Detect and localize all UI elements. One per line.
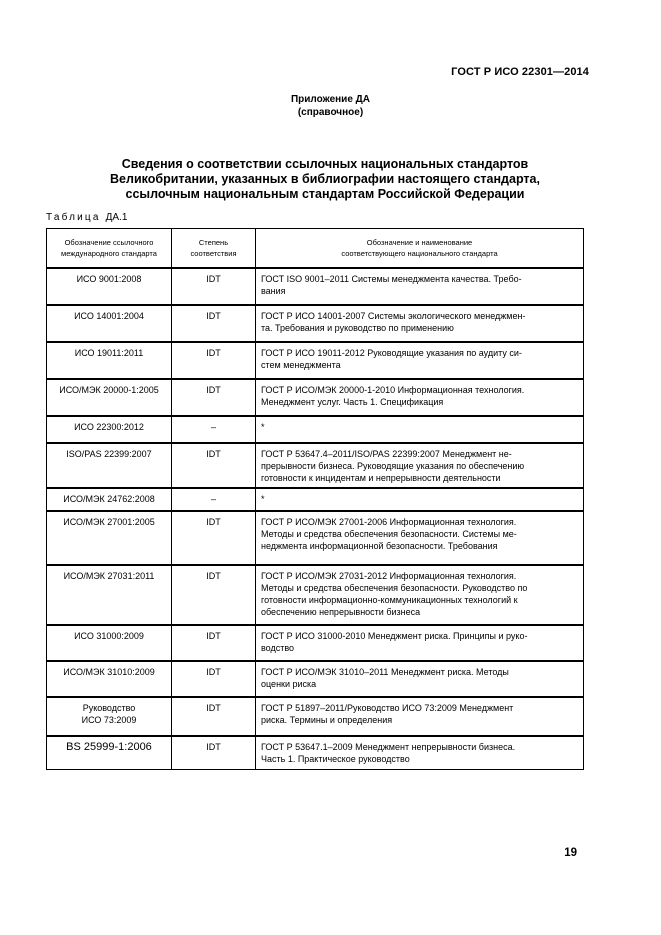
cell-text-line: ГОСТ Р ИСО 19011-2012 Руководящие указания по аудиту си- <box>261 348 522 358</box>
cell-text-line: вания <box>261 286 286 296</box>
cell-text-line: Методы и средства обеспечения безопасности. Руководство по <box>261 583 528 593</box>
cell-text-line: Методы и средства обеспечения безопасности. Системы ме- <box>261 529 517 539</box>
cell-text-line: стем менеджмента <box>261 360 341 370</box>
cell-text-line: ГОСТ Р 53647.1–2009 Менеджмент непрерывности бизнеса. <box>261 742 516 752</box>
cell-designation: ИСО 31000:2009 <box>47 625 172 661</box>
table-row <box>47 342 584 379</box>
table-header-row <box>47 229 584 269</box>
document-title-line: Сведения о соответствии ссылочных национальных стандартов <box>121 157 529 171</box>
cell-text-line: ГОСТ Р 51897–2011/Руководство ИСО 73:2009 Менеджмент <box>261 703 514 713</box>
table-row <box>47 268 584 305</box>
cell-text-line: риска. Термины и определения <box>261 715 393 725</box>
cell-national-standard <box>256 488 584 511</box>
cell-national-standard <box>256 736 584 769</box>
cell-degree: – <box>172 416 256 443</box>
header-name <box>256 229 584 269</box>
cell-text-line: ГОСТ Р ИСО/МЭК 31010–2011 Менеджмент риска. Методы <box>261 667 509 677</box>
cell-national-standard <box>256 511 584 565</box>
cell-degree: IDT <box>172 625 256 661</box>
cell-text-line: ГОСТ Р 53647.4–2011/ISO/PAS 22399:2007 Менеджмент не- <box>261 449 512 459</box>
table-label <box>46 212 127 223</box>
table-row <box>47 416 584 443</box>
cell-text-line: ГОСТ Р ИСО/МЭК 20000-1-2010 Информационная технология. <box>261 385 525 395</box>
cell-national-standard <box>256 268 584 305</box>
annex-heading <box>0 93 661 119</box>
cell-degree: IDT <box>172 342 256 379</box>
table-label-number: ДА.1 <box>105 212 128 223</box>
cell-designation: ИСО/МЭК 24762:2008 <box>47 488 172 511</box>
page-number: 19 <box>564 847 577 859</box>
cell-national-standard <box>256 565 584 625</box>
cell-text-line: обеспечению непрерывности бизнеса <box>261 607 421 617</box>
header-text: Обозначение и наименование <box>366 238 473 247</box>
cell-national-standard <box>256 305 584 342</box>
cell-national-standard <box>256 416 584 443</box>
cell-designation: ИСО 9001:2008 <box>47 268 172 305</box>
cell-text-line: * <box>261 494 265 504</box>
header-degree <box>172 229 256 269</box>
table-row <box>47 443 584 488</box>
cell-text: ИСО 73:2009 <box>81 715 137 725</box>
cell-designation: ИСО/МЭК 27001:2005 <box>47 511 172 565</box>
cell-degree: IDT <box>172 736 256 769</box>
cell-degree: IDT <box>172 379 256 416</box>
cell-national-standard <box>256 443 584 488</box>
cell-text-line: оценки риска <box>261 679 317 689</box>
cell-degree: IDT <box>172 443 256 488</box>
cell-text-line: та. Требования и руководство по применению <box>261 323 454 333</box>
header-text: Степень <box>198 238 229 247</box>
cell-degree: IDT <box>172 305 256 342</box>
table-label-prefix: Таблица <box>46 212 101 223</box>
cell-national-standard <box>256 697 584 736</box>
header-text: международного стандарта <box>61 249 157 258</box>
cell-designation: ИСО/МЭК 27031:2011 <box>47 565 172 625</box>
annex-title: Приложение ДА <box>290 94 371 105</box>
table-row <box>47 697 584 736</box>
table-row <box>47 625 584 661</box>
cell-text-line: готовности информационно-коммуникационных технологий к <box>261 595 518 605</box>
cell-degree: IDT <box>172 661 256 697</box>
table-row <box>47 511 584 565</box>
cell-text-line: ГОСТ ISO 9001–2011 Системы менеджмента качества. Требо- <box>261 274 522 284</box>
cell-degree: – <box>172 488 256 511</box>
cell-designation: ИСО/МЭК 31010:2009 <box>47 661 172 697</box>
cell-text-line: ГОСТ Р ИСО/МЭК 27031-2012 Информационная технология. <box>261 571 517 581</box>
cell-text-line: готовности к инцидентам и непрерывности деятельности <box>261 473 501 483</box>
header-text: соответствия <box>190 249 237 258</box>
header-text: Обозначение ссылочного <box>64 238 154 247</box>
table-row <box>47 488 584 511</box>
table-row <box>47 379 584 416</box>
table-row <box>47 661 584 697</box>
document-title-line: ссылочным национальным стандартам Российской Федерации <box>125 187 525 201</box>
cell-national-standard <box>256 625 584 661</box>
cell-text-line: * <box>261 422 265 432</box>
cell-text-line: водство <box>261 643 295 653</box>
cell-text-line: Менеджмент услуг. Часть 1. Спецификация <box>261 397 444 407</box>
cell-text-line: Часть 1. Практическое руководство <box>261 754 410 764</box>
document-title <box>40 157 610 202</box>
cell-designation: ISO/PAS 22399:2007 <box>47 443 172 488</box>
cell-designation: BS 25999-1:2006 <box>47 736 172 769</box>
table-row <box>47 736 584 769</box>
correspondence-table <box>46 228 584 770</box>
cell-text-line: ГОСТ Р ИСО/МЭК 27001-2006 Информационная технология. <box>261 517 517 527</box>
cell-national-standard <box>256 379 584 416</box>
cell-text-line: ГОСТ Р ИСО 31000-2010 Менеджмент риска. Принципы и руко- <box>261 631 528 641</box>
cell-designation: ИСО/МЭК 20000-1:2005 <box>47 379 172 416</box>
cell-degree: IDT <box>172 268 256 305</box>
cell-text-line: неджмента информационной безопасности. Требования <box>261 541 498 551</box>
cell-designation: ИСО 19011:2011 <box>47 342 172 379</box>
header-designation <box>47 229 172 269</box>
cell-degree: IDT <box>172 511 256 565</box>
cell-national-standard <box>256 661 584 697</box>
header-text: соответствующего национального стандарта <box>341 249 498 258</box>
cell-degree: IDT <box>172 565 256 625</box>
cell-text-line: ГОСТ Р ИСО 14001-2007 Системы экологического менеджмен- <box>261 311 526 321</box>
cell-text: Руководство <box>82 703 136 713</box>
cell-degree: IDT <box>172 697 256 736</box>
annex-subtitle: (справочное) <box>297 107 364 118</box>
cell-designation <box>47 697 172 736</box>
cell-text-line: прерывности бизнеса. Руководящие указания по обеспечению <box>261 461 525 471</box>
cell-national-standard <box>256 342 584 379</box>
document-title-line: Великобритании, указанных в библиографии настоящего стандарта, <box>110 172 540 186</box>
cell-designation: ИСО 22300:2012 <box>47 416 172 443</box>
cell-designation: ИСО 14001:2004 <box>47 305 172 342</box>
table-row <box>47 565 584 625</box>
table-row <box>47 305 584 342</box>
standard-code: ГОСТ Р ИСО 22301—2014 <box>451 66 589 78</box>
